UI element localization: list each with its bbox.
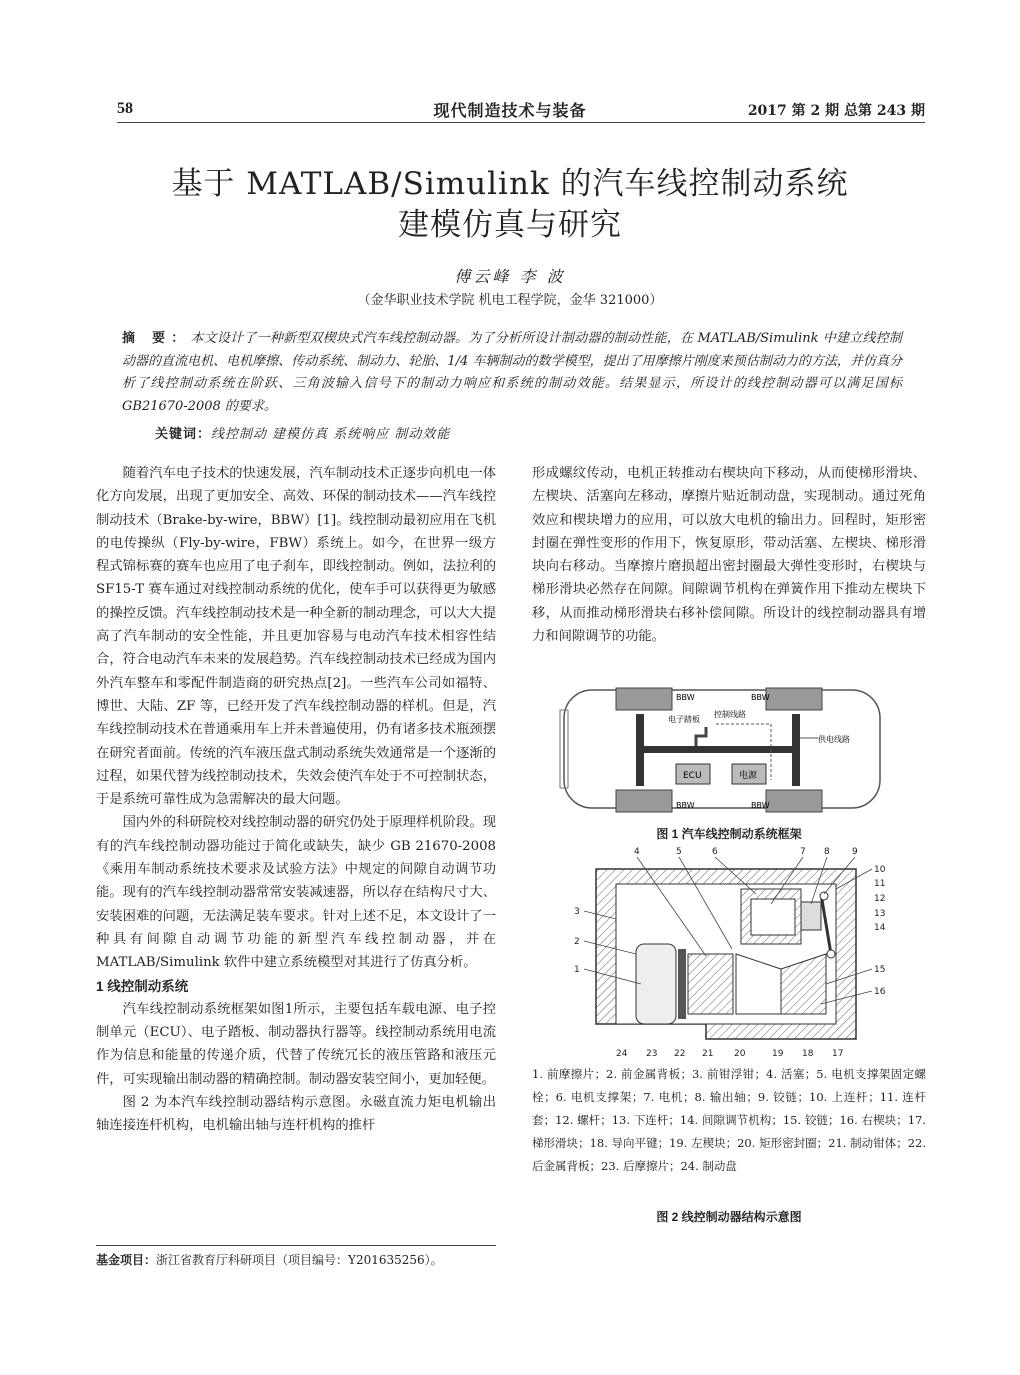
abstract-label: 摘 要： (122, 331, 191, 346)
bbw-label-fr: BBW (676, 801, 695, 810)
bbw-label-fl: BBW (676, 693, 695, 702)
callout-19: 19 (772, 1049, 784, 1059)
figure2-caption: 图 2 线控制动器结构示意图 (656, 1210, 802, 1224)
callout-6: 6 (712, 847, 718, 857)
brake-disc (636, 944, 676, 1024)
hinge-bottom (827, 950, 835, 958)
callout-9: 9 (852, 847, 858, 857)
ecu-label: ECU (683, 771, 702, 781)
callout-24: 24 (616, 1049, 628, 1059)
section-heading-1: 1 线控制动系统 (96, 978, 189, 994)
callout-11: 11 (874, 879, 886, 889)
figure2-legend: 1. 前摩擦片；2. 前金属背板；3. 前钳浮钳；4. 活塞；5. 电机支撑架固定螺栓；6. 电机支撑架；7. 电机；8. 输出轴；9. 铰链；10. 上连杆；11. 连杆套；12. 螺杆；13. 下连杆；14. 间隙调节机构；15. 铰链；16. 右楔块；17. 梯形滑块；18. 导向平键；19. 左楔块；20. 矩形密封圈；21. 制动钳体；22. 后金属背板；23. 后摩擦片；24. 制动盘 (532, 1067, 926, 1173)
callout-2: 2 (574, 937, 580, 947)
left-column (96, 462, 496, 1138)
keywords-text: 线控制动 建模仿真 系统响应 制动效能 (211, 427, 451, 442)
wheel-front-right (616, 790, 672, 812)
section1-paragraph-2: 图 2 为本汽车线控制动器结构示意图。永磁直流力矩电机输出轴连接连杆机构，电机输出轴与连杆机构的推杆 (96, 1095, 496, 1134)
bbw-label-rr: BBW (751, 801, 770, 810)
right-column (532, 462, 926, 648)
wheel-front-left (616, 688, 672, 710)
control-line-label: 控制线路 (714, 710, 746, 719)
callout-5: 5 (676, 847, 682, 857)
pedal-label: 电子踏板 (668, 715, 700, 724)
wheel-rear-left (766, 688, 822, 710)
hinge-top (820, 892, 828, 900)
figure2-diagram (556, 844, 894, 1064)
callout-15: 15 (874, 965, 886, 975)
header-rule (117, 122, 925, 123)
callout-22: 22 (674, 1049, 686, 1059)
motor (751, 899, 795, 935)
callout-18: 18 (802, 1049, 814, 1059)
callout-20: 20 (734, 1049, 746, 1059)
paper-title-line2: 建模仿真与研究 (398, 207, 622, 243)
callout-13: 13 (874, 909, 886, 919)
chassis-beam (636, 746, 800, 753)
footnote-rule (96, 1245, 496, 1246)
output-shaft (801, 902, 821, 930)
wheel-rear-right (766, 790, 822, 812)
funding-note (96, 1251, 443, 1268)
figure1-diagram (556, 680, 888, 818)
bbw-label-rl: BBW (751, 693, 770, 702)
rear-pad (678, 949, 686, 1019)
intro-paragraph-1: 随着汽车电子技术的快速发展，汽车制动技术正逐步向机电一体化方向发展，出现了更加安全、高效、环保的制动技术——汽车线控制动技术（Brake-by-wire，BBW）[1]。线控制动最初应用在飞机的电传操纵（Fly-by-wire，FBW）系统上。如今，在世界一级方程式锦标赛的赛车也应用了电子刹车，即线控制动。例如，法拉利的 SF15-T 赛车通过对线控制动系统的优化，使车手可以获得更为敏感的操控反馈。汽车线控制动技术是一种全新的制动理念，可以大大提高了汽车制动的安全性能，并且更加容易与电动汽车技术相容性结合，符合电动汽车未来的发展趋势。汽车线控制动技术已经成为国内外汽车整车和零配件制造商的研究热点[2]。一些汽车公司如福特、博世、大陆、ZF 等，已经开发了汽车线控制动器的样机。但是，汽车线控制动技术在普通乘用车上并未普遍使用，仍有诸多技术瓶颈摆在研究者面前。传统的汽车液压盘式制动系统失效通常是一个逐渐的过程，如果代替为线控制动技术，失效会使汽车处于不可控制状态，于是系统可靠性成为急需解决的最大问题。 (96, 466, 496, 808)
callout-8: 8 (824, 847, 830, 857)
intro-paragraph-2: 国内外的科研院校对线控制动器的研究仍处于原理样机阶段。现有的汽车线控制动器功能过于简化或缺失，缺少 GB 21670-2008《乘用车制动系统技术要求及试验方法》中规定的间隙自动调节功能。现有的汽车线控制动器常常安装减速器，所以存在结构尺寸大、安装困难的问题，无法满足装车要求。针对上述不足，本文设计了一种具有间隙自动调节功能的新型汽车线控制动器，并在 MATLAB/Simulink 软件中建立系统模型对其进行了仿真分析。 (96, 815, 496, 971)
section1-paragraph-1: 汽车线控制动系统框架如图1所示，主要包括车载电源、电子控制单元（ECU）、电子踏板、制动器执行器等。线控制动系统用电流作为信息和能量的传递介质，代替了传统冗长的液压管路和液压元件，可实现输出制动器的精确控制。制动器安装空间小，更加轻便。 (96, 1001, 496, 1087)
authors: 傅云峰 李 波 (454, 267, 566, 286)
callout-3: 3 (574, 907, 580, 917)
keywords (155, 423, 900, 442)
keywords-label: 关键词： (155, 427, 212, 442)
pedal-line (696, 727, 706, 746)
callout-21: 21 (702, 1049, 714, 1059)
issue-info: 2017 第 2 期 总第 243 期 (747, 103, 925, 119)
callout-10: 10 (874, 865, 886, 875)
callout-7: 7 (800, 847, 806, 857)
right-paragraph-1: 形成螺纹传动，电机正转推动右楔块向下移动，从而使梯形滑块、左楔块、活塞向左移动，摩擦片贴近制动盘，实现制动。通过死角效应和楔块增力的应用，可以放大电机的输出力。回程时，矩形密封圈在弹性变形的作用下，恢复原形，带动活塞、左楔块、梯形滑块向右移动。当摩擦片磨损超出密封圈最大弹性变形时，右楔块与梯形滑块必然存在间隙。间隙调节机构在弹簧作用下推动左楔块下移，从而推动梯形滑块右移补偿间隙。所设计的线控制动器具有增力和间隙调节的功能。 (532, 466, 926, 645)
figure1-caption: 图 1 汽车线控制动系统框架 (656, 827, 802, 841)
affiliation: （金华职业技术学院 机电工程学院，金华 321000） (357, 293, 663, 308)
page-number: 58 (117, 100, 133, 117)
journal-name: 现代制造技术与装备 (433, 101, 587, 120)
callout-14: 14 (874, 923, 886, 933)
abstract-text: 本文设计了一种新型双楔块式汽车线控制动器。为了分析所设计制动器的制动性能，在 MATLAB/Simulink 中建立线控制动器的直流电机、电机摩擦、传动系统、制动力、轮胎、1/4 车辆制动的数学模型，提出了用摩擦片刚度来预估制动力的方法，并仿真分析了线控制动系统在阶跃、三角波输入信号下的制动力响应和系统的制动效能。结果显示，所设计的线控制动器可以满足国标 GB21670-2008 的要求。 (122, 331, 902, 414)
callout-17: 17 (832, 1049, 844, 1059)
callout-12: 12 (874, 894, 886, 904)
power-line-label: 供电线路 (818, 735, 850, 744)
callout-1: 1 (574, 965, 580, 975)
callout-16: 16 (874, 987, 886, 997)
funding-text: 浙江省教育厅科研项目（项目编号：Y201635256）。 (156, 1253, 443, 1267)
paper-title-line1: 基于 MATLAB/Simulink 的汽车线控制动系统 (171, 166, 849, 202)
piston (688, 954, 733, 1014)
abstract (122, 328, 902, 418)
callout-4: 4 (634, 847, 640, 857)
callout-23: 23 (646, 1049, 658, 1059)
funding-label: 基金项目： (96, 1253, 157, 1267)
battery-label: 电源 (739, 771, 758, 781)
